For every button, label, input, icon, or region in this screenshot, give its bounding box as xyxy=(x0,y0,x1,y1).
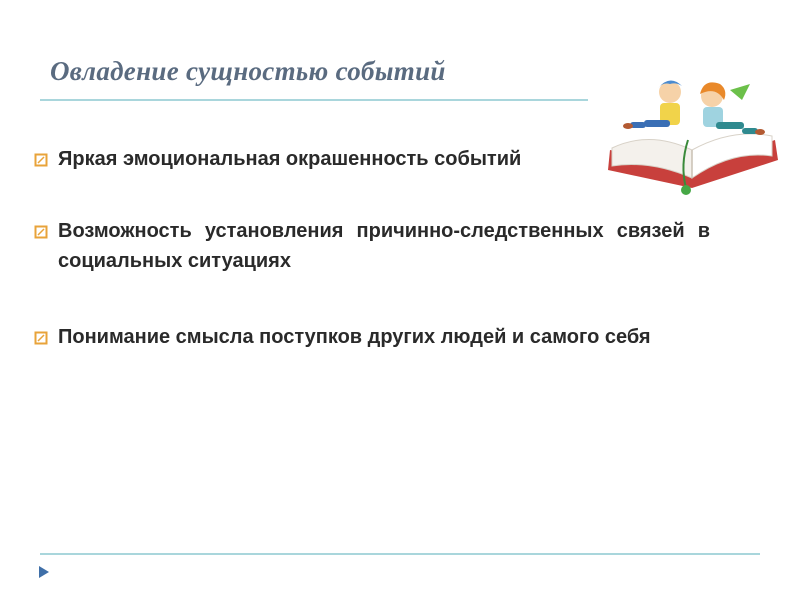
bullet-text: Яркая эмоциональная окрашенность событий xyxy=(58,148,522,170)
bullet-marker-icon xyxy=(34,225,48,239)
footer-divider xyxy=(40,553,760,555)
bullet-text: Понимание смысла поступков других людей и самого себя xyxy=(58,326,651,348)
bullet-item xyxy=(34,216,710,276)
bullet-marker-icon xyxy=(34,331,48,345)
title-divider xyxy=(40,99,588,101)
bullet-item xyxy=(34,322,710,352)
bullet-text: Возможность установления причинно-следственных связей в социальных ситуациях xyxy=(58,220,710,272)
slide-title: Овладение сущностью событий xyxy=(50,56,446,86)
bullet-marker-icon xyxy=(34,153,48,167)
children-reading-book-illustration xyxy=(600,70,785,200)
play-arrow-icon[interactable] xyxy=(38,565,50,579)
